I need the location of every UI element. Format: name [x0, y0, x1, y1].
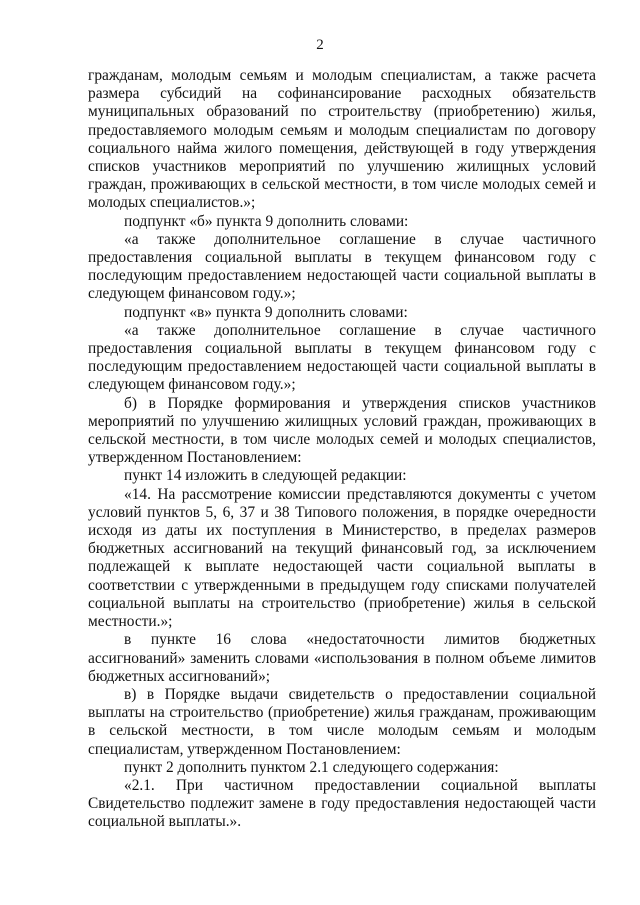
paragraph-subitem-b-intro: подпункт «б» пункта 9 дополнить словами: — [124, 212, 409, 230]
paragraph-subitem-v-intro: подпункт «в» пункта 9 дополнить словами: — [124, 303, 408, 321]
paragraph-subitem-b-text: «а также дополнительное соглашение в случае частичного предоставления социальной выплаты в текущем финансовом году с последующим предоставлением недостающей части социальной выплаты в следующем финансовом году.»; — [88, 230, 596, 303]
paragraph-item-16: в пункте 16 слова «недостаточности лимитов бюджетных ассигнований» заменить словами «использования в полном объеме лимитов бюджетных ассигнований»; — [88, 631, 596, 685]
paragraph-section-b: б) в Порядке формирования и утверждения списков участников мероприятий по улучшению жилищных условий граждан, проживающих в сельской местности, в том числе молодых семей и молодых специалистов, утвержденном Постановлением: — [88, 394, 596, 467]
paragraph-item-2-intro: пункт 2 дополнить пунктом 2.1 следующего содержания: — [124, 758, 499, 776]
paragraph-item-14-text: «14. На рассмотрение комиссии представляются документы с учетом условий пунктов 5, 6, 37 и 38 Типового положения, в порядке очередности исходя из даты их поступления в Министерство, в пределах размеров бюджетных ассигнований на текущий финансовый год, за исключением подлежащей к выплате недостающей части социальной выплаты в соответствии с утвержденными в предыдущем году списками получателей социальной выплаты на строительство (приобретение) жилья в сельской местности.»; — [88, 485, 596, 631]
page-number: 2 — [316, 37, 324, 53]
paragraph-continuation: гражданам, молодым семьям и молодым специалистам, а также расчета размера субсидий на софинансирование расходных обязательств муниципальных образований по строительству (приобретению) жилья, предоставляемого молодым семьям и молодым специалистам по договору социального найма жилого помещения, действующей в году утверждения списков участников мероприятий по улучшению жилищных условий граждан, проживающих в сельской местности, в том числе молодых семей и молодых специалистов.»; — [88, 67, 596, 212]
paragraph-item-2-1-text: «2.1. При частичном предоставлении социальной выплаты Свидетельство подлежит замене в году предоставления недостающей части социальной выплаты.». — [88, 776, 596, 831]
paragraph-item-14-intro: пункт 14 изложить в следующей редакции: — [124, 467, 407, 485]
paragraph-section-v: в) в Порядке выдачи свидетельств о предоставлении социальной выплаты на строительство (приобретение) жилья гражданам, проживающим в сельской местности, в том числе молодым семьям и молодым специалистам, утвержденном Постановлением: — [88, 685, 596, 758]
paragraph-subitem-v-text: «а также дополнительное соглашение в случае частичного предоставления социальной выплаты в текущем финансовом году с последующим предоставлением недостающей части социальной выплаты в следующем финансовом году.»; — [88, 321, 596, 394]
document-body — [88, 67, 596, 832]
